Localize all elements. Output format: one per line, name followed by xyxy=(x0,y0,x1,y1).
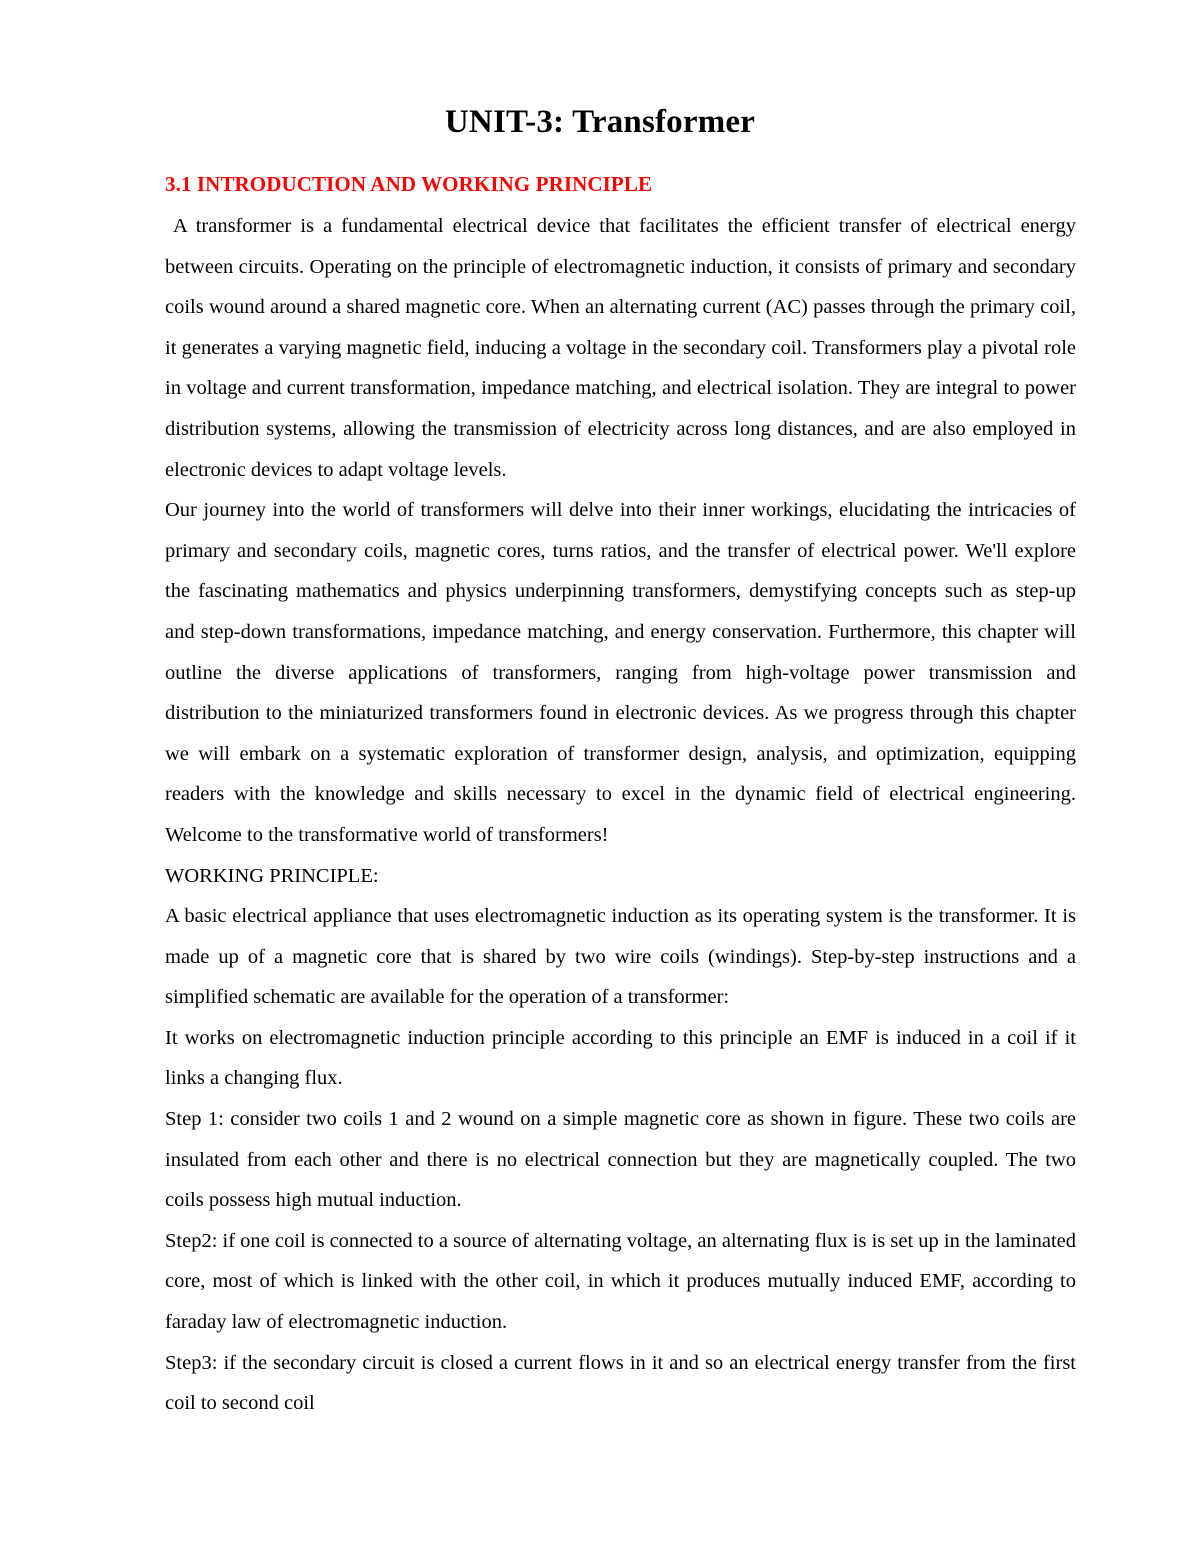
body-text xyxy=(165,206,1076,1424)
section-heading: 3.1 INTRODUCTION AND WORKING PRINCIPLE xyxy=(165,172,653,196)
intro-paragraph: A transformer is a fundamental electrical device that facilitates the efficient transfer of electrical energy between circuits. Operating on the principle of electromagnetic induction, it consists of primary and secondary coils wound around a shared magnetic core. When an alternating current (AC) passes through the primary coil, it generates a varying magnetic field, inducing a voltage in the secondary coil. Transformers play a pivotal role in voltage and current transformation, impedance matching, and electrical isolation. They are integral to power distribution systems, allowing the transmission of electricity across long distances, and are also employed in electronic devices to adapt voltage levels. xyxy=(165,215,1076,481)
step-3-paragraph: Step3: if the secondary circuit is closed a current flows in it and so an electrical energy transfer from the first coil to second coil xyxy=(165,1351,1076,1415)
page-title: UNIT-3: Transformer xyxy=(444,104,756,140)
working-principle-label: WORKING PRINCIPLE: xyxy=(165,864,379,887)
step-1-paragraph: Step 1: consider two coils 1 and 2 wound on a simple magnetic core as shown in figure. These two coils are insulated from each other and there is no electrical connection but they are magnetically coupled. The two coils possess high mutual induction. xyxy=(165,1108,1076,1212)
working-principle-intro: A basic electrical appliance that uses electromagnetic induction as its operating system is the transformer. It is made up of a magnetic core that is shared by two wire coils (windings). Step-by-step instructions and a simplified schematic are available for the operation of a transformer: xyxy=(165,905,1076,1009)
step-2-paragraph: Step2: if one coil is connected to a source of alternating voltage, an alternating flux is is set up in the laminated core, most of which is linked with the other coil, in which it produces mutually induced EMF, according to faraday law of electromagnetic induction. xyxy=(165,1229,1076,1334)
journey-paragraph: Our journey into the world of transformers will delve into their inner workings, elucidating the intricacies of primary and secondary coils, magnetic cores, turns ratios, and the transfer of electrical power. We'll explore the fascinating mathematics and physics underpinning transformers, demystifying concepts such as step-up and step-down transformations, impedance matching, and energy conservation. Furthermore, this chapter will outline the diverse applications of transformers, ranging from high-voltage power transmission and distribution to the miniaturized transformers found in electronic devices. As we progress through this chapter we will embark on a systematic exploration of transformer design, analysis, and optimization, equipping readers with the knowledge and skills necessary to excel in the dynamic field of electrical engineering. Welcome to the transformative world of transformers! xyxy=(165,499,1076,846)
principle-paragraph: It works on electromagnetic induction principle according to this principle an EMF is induced in a coil if it links a changing flux. xyxy=(165,1026,1076,1090)
